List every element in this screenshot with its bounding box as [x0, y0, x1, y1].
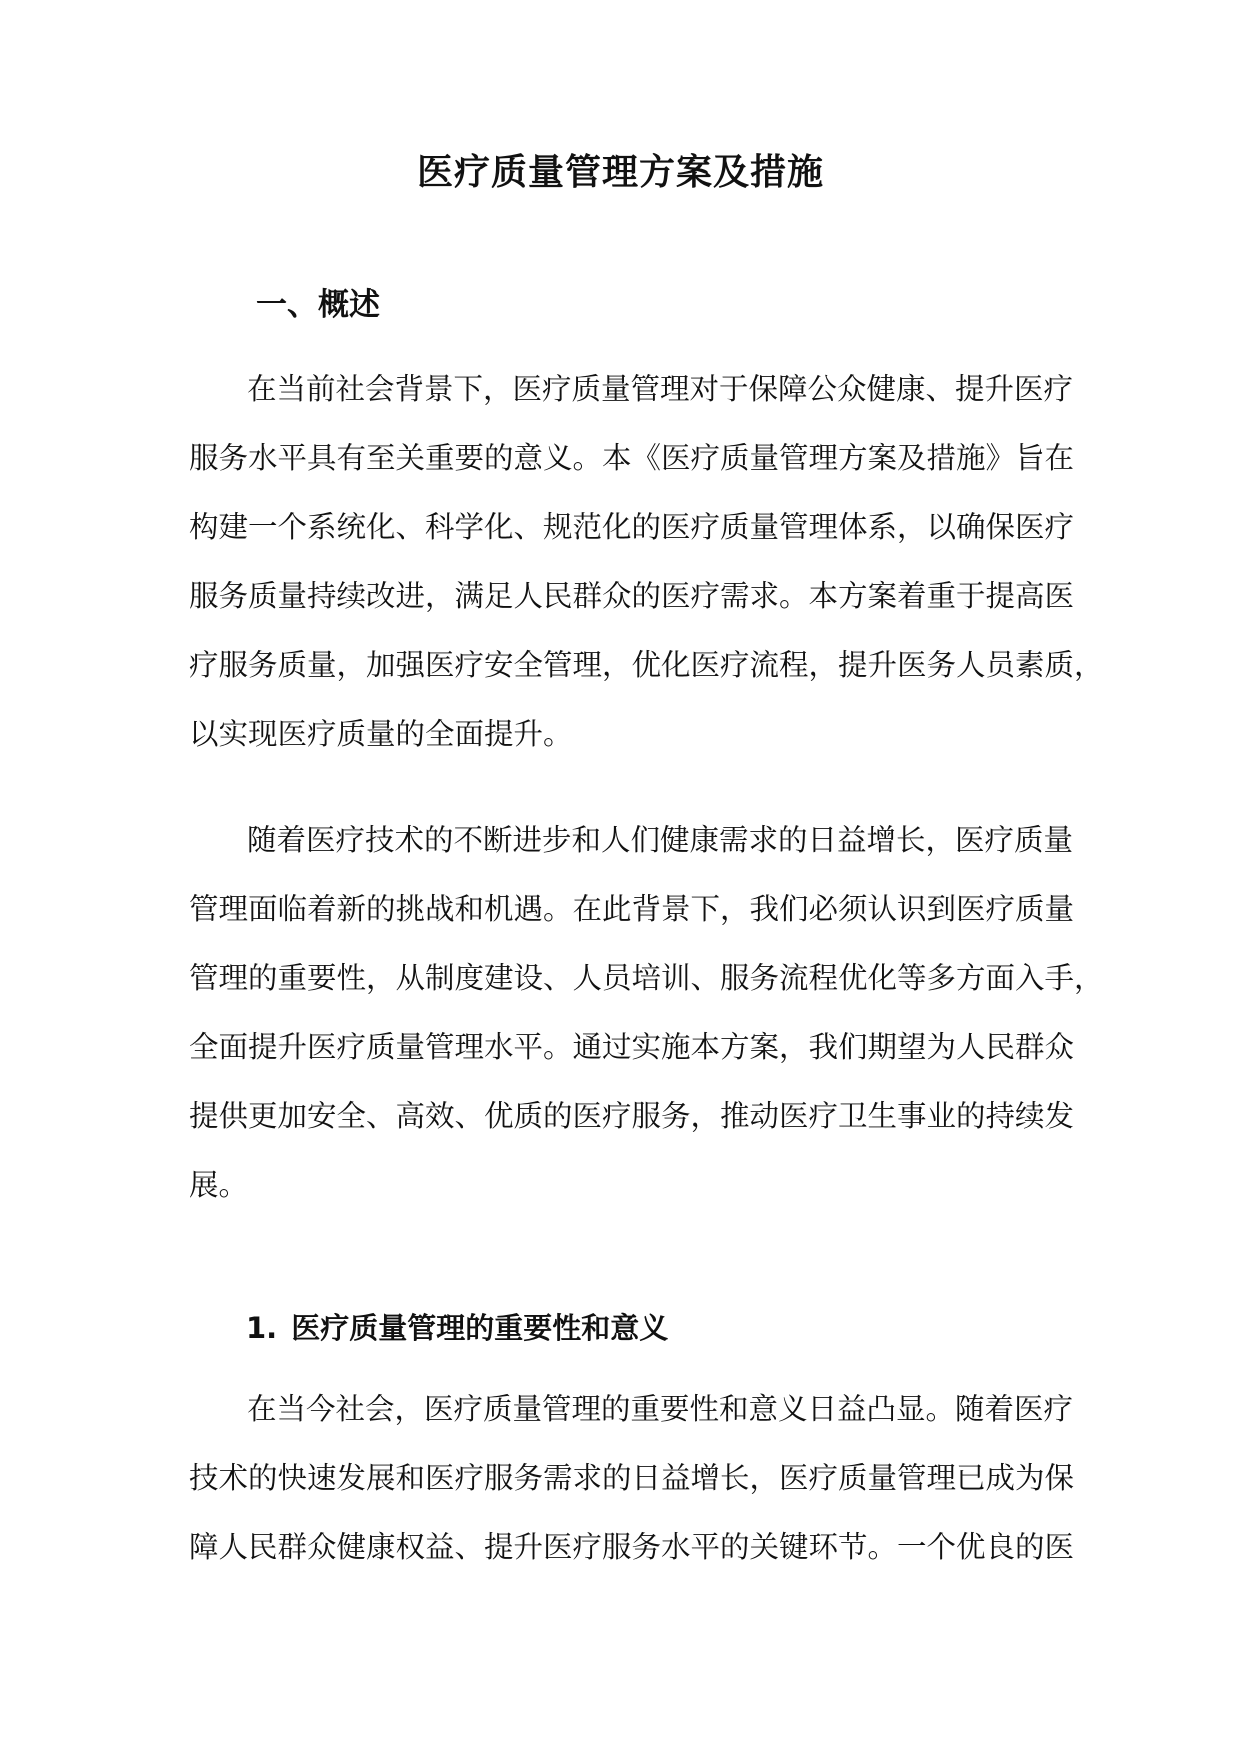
text-line: 以实现医疗质量的全面提升。 — [189, 717, 573, 751]
text-line: 构建一个系统化、科学化、规范化的医疗质量管理体系，以确保医疗 — [189, 510, 1075, 544]
text-line: 管理的重要性，从制度建设、人员培训、服务流程优化等多方面入手， — [189, 961, 1104, 995]
text-line: 在当今社会，医疗质量管理的重要性和意义日益凸显。随着医疗 — [247, 1392, 1074, 1426]
subsection-heading-importance — [246, 1306, 668, 1350]
text-line: 随着医疗技术的不断进步和人们健康需求的日益增长，医疗质量 — [247, 823, 1074, 857]
text-line: 展。 — [189, 1168, 249, 1202]
text-line: 全面提升医疗质量管理水平。通过实施本方案，我们期望为人民群众 — [189, 1030, 1075, 1064]
text-line: 服务水平具有至关重要的意义。本《医疗质量管理方案及措施》旨在 — [189, 441, 1075, 475]
text-line: 服务质量持续改进，满足人民群众的医疗需求。本方案着重于提高医 — [189, 579, 1075, 613]
subsection-title: 医疗质量管理的重要性和意义 — [291, 1311, 669, 1345]
text-line: 提供更加安全、高效、优质的医疗服务，推动医疗卫生事业的持续发 — [189, 1099, 1075, 1133]
text-line: 管理面临着新的挑战和机遇。在此背景下，我们必须认识到医疗质量 — [189, 892, 1075, 926]
importance-paragraph-1 — [189, 1375, 1075, 1582]
text-line: 在当前社会背景下，医疗质量管理对于保障公众健康、提升医疗 — [247, 372, 1074, 406]
section-heading-overview: 一、概述 — [256, 287, 380, 323]
overview-paragraph-2 — [189, 806, 1104, 1220]
text-line: 疗服务质量，加强医疗安全管理，优化医疗流程，提升医务人员素质， — [189, 648, 1104, 682]
subsection-number: 1. — [246, 1311, 278, 1345]
text-line: 技术的快速发展和医疗服务需求的日益增长，医疗质量管理已成为保 — [189, 1461, 1075, 1495]
document-title: 医疗质量管理方案及措施 — [416, 152, 824, 193]
overview-paragraph-1 — [189, 355, 1104, 769]
text-line: 障人民群众健康权益、提升医疗服务水平的关键环节。一个优良的医 — [189, 1530, 1075, 1564]
